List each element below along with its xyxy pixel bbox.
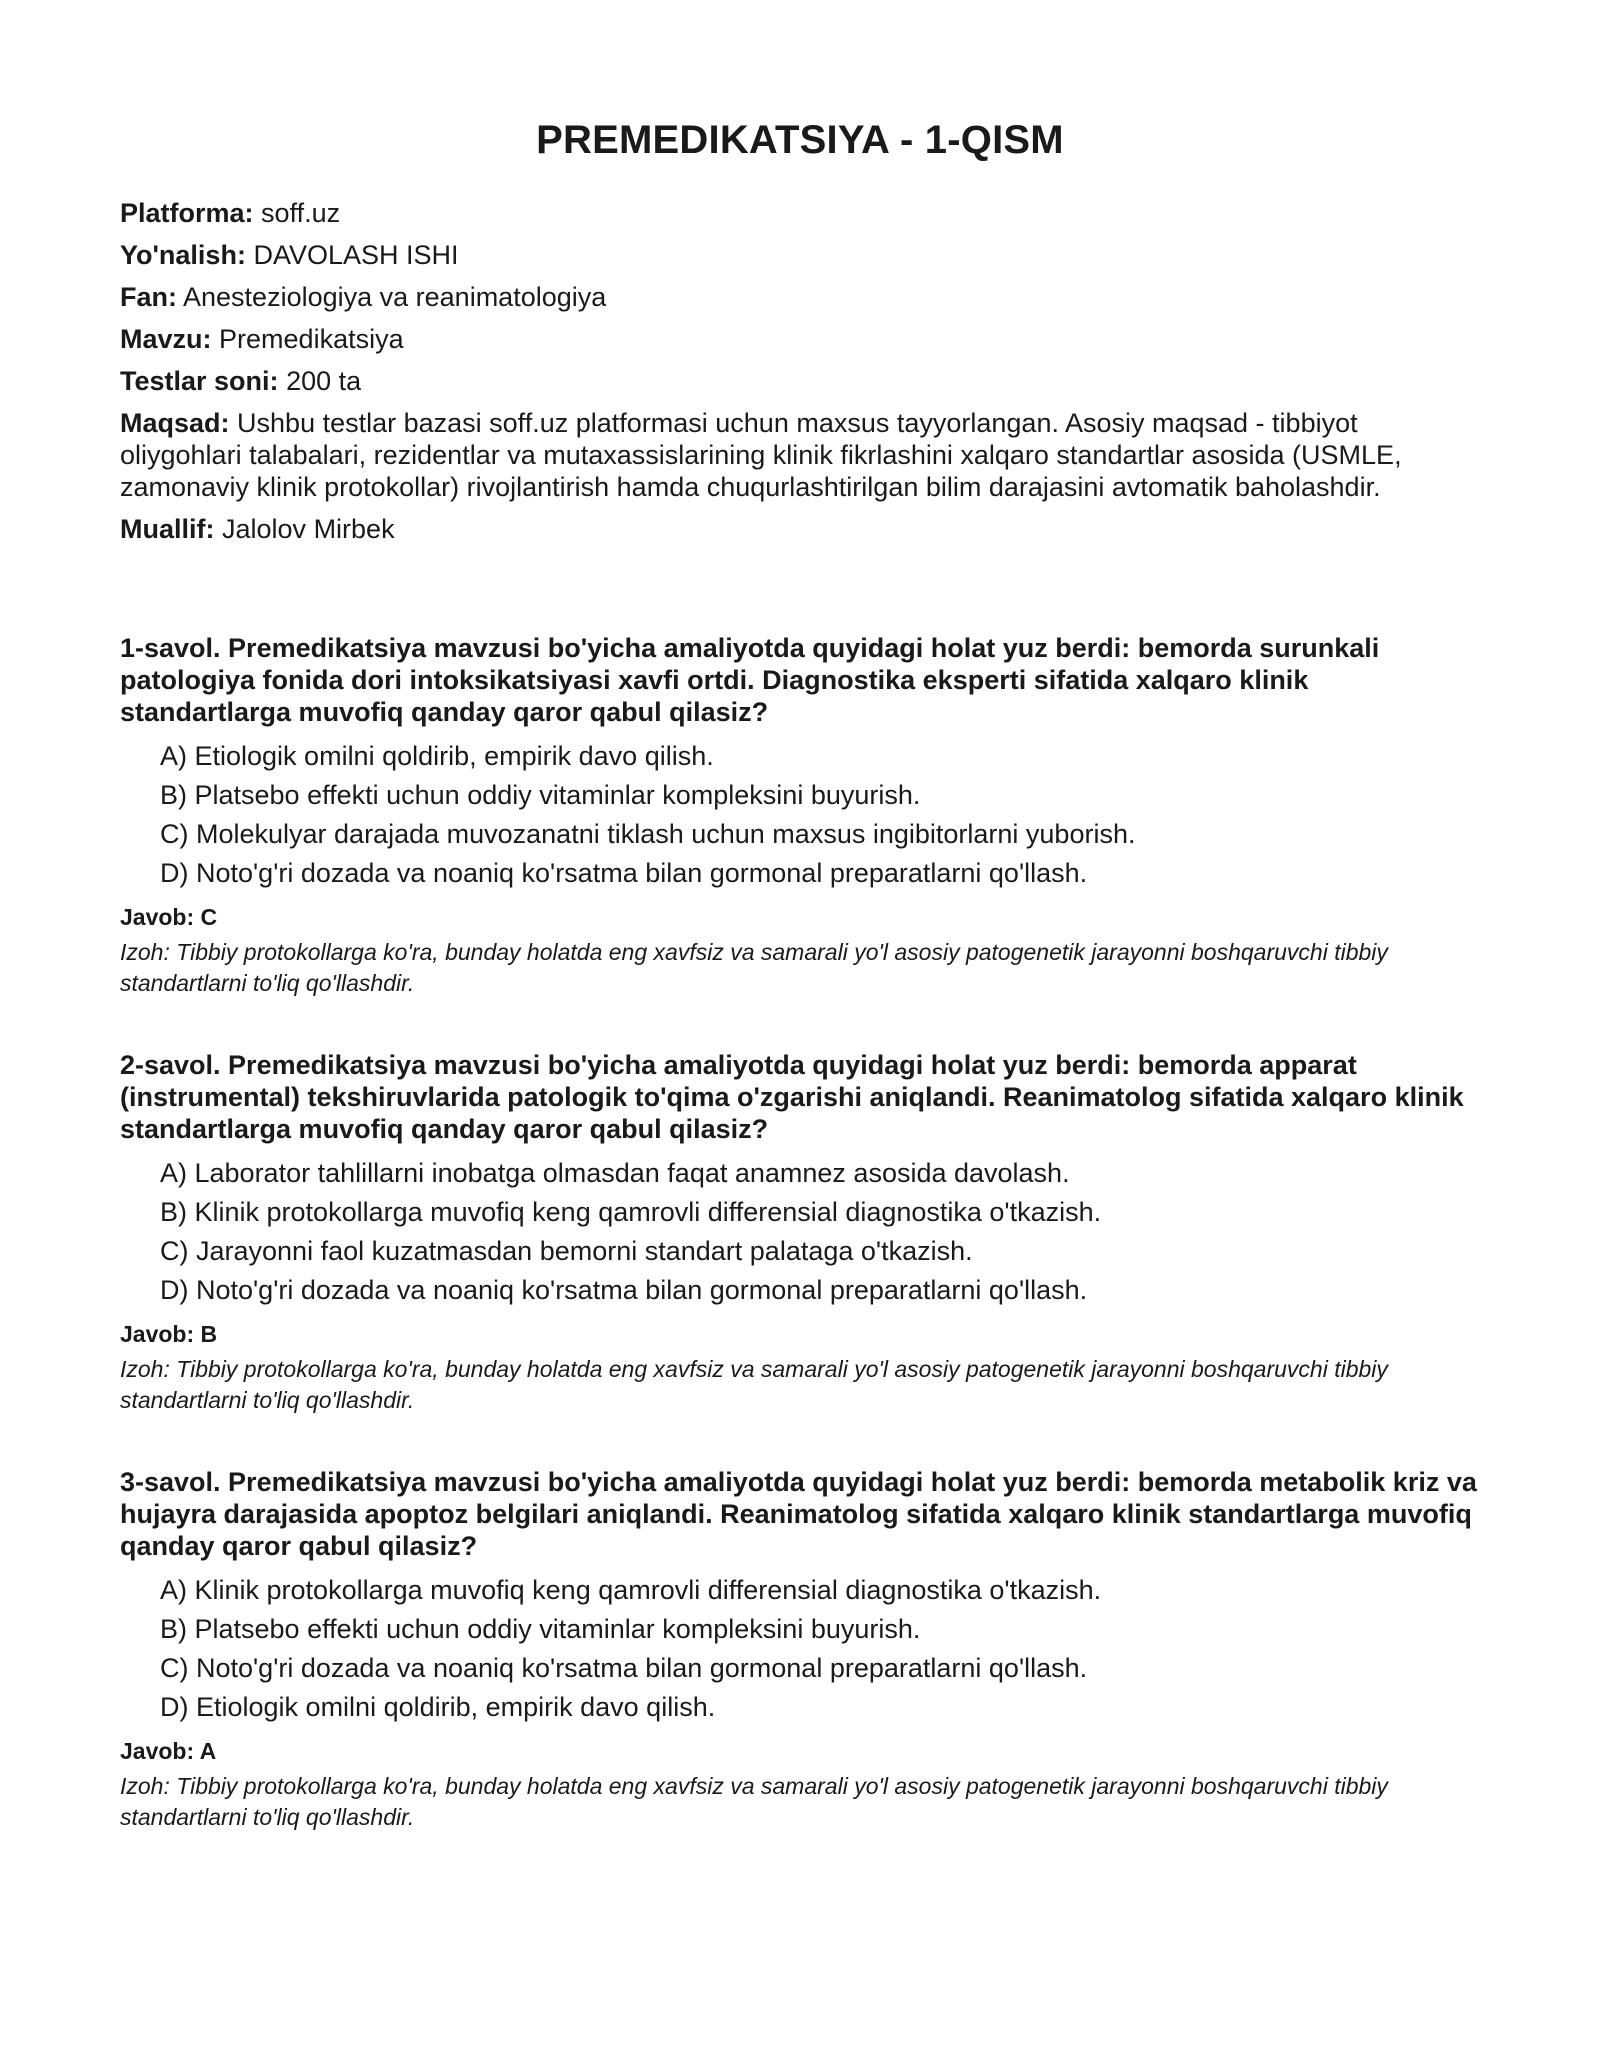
option-d: D) Noto'g'ri dozada va noaniq ko'rsatma bilan gormonal preparatlarni qo'llash. xyxy=(160,1275,1088,1305)
meta-value: Ushbu testlar bazasi soff.uz platformasi uchun maxsus tayyorlangan. Asosiy maqsad - tibbiyot oliygohlari talabalari, rezidentlar va mutaxassislarining klinik fikrlashini xalqaro standartlar asosida (USMLE, zamonaviy klinik protokollar) rivojlantirish hamda chuqurlashtirilgan bilim darajasini avtomatik baholashdir. xyxy=(120,408,1402,502)
meta-label: Testlar soni: xyxy=(120,366,279,396)
meta-subject xyxy=(120,281,1480,313)
meta-value: soff.uz xyxy=(261,198,341,228)
question-1 xyxy=(120,632,1480,999)
option-list xyxy=(120,1574,1480,1723)
option-list xyxy=(120,740,1480,889)
answer-key: Javob: A xyxy=(120,1738,217,1764)
meta-direction xyxy=(120,239,1480,271)
question-text: 3-savol. Premedikatsiya mavzusi bo'yicha amaliyotda quyidagi holat yuz berdi: bemorda metabolik kriz va hujayra darajasida apoptoz belgilari aniqlandi. Reanimatolog sifatida xalqaro klinik standartlarga muvofiq qanday qaror qabul qilasiz? xyxy=(120,1467,1477,1561)
meta-author xyxy=(120,513,1480,545)
option-d: D) Etiologik omilni qoldirib, empirik davo qilish. xyxy=(160,1692,716,1722)
option-a: A) Klinik protokollarga muvofiq keng qamrovli differensial diagnostika o'tkazish. xyxy=(160,1575,1102,1605)
meta-test-count xyxy=(120,365,1480,397)
question-2 xyxy=(120,1049,1480,1416)
meta-label: Muallif: xyxy=(120,514,215,544)
option-a: A) Etiologik omilni qoldirib, empirik davo qilish. xyxy=(160,741,714,771)
meta-topic xyxy=(120,323,1480,355)
meta-goal xyxy=(120,407,1480,503)
meta-value: Jalolov Mirbek xyxy=(222,514,395,544)
option-a: A) Laborator tahlillarni inobatga olmasdan faqat anamnez asosida davolash. xyxy=(160,1158,1070,1188)
question-text: 2-savol. Premedikatsiya mavzusi bo'yicha amaliyotda quyidagi holat yuz berdi: bemorda apparat (instrumental) tekshiruvlarida patologik to'qima o'zgarishi aniqlandi. Reanimatolog sifatida xalqaro klinik standartlarga muvofiq qanday qaror qabul qilasiz? xyxy=(120,1050,1464,1144)
answer-explanation: Izoh: Tibbiy protokollarga ko'ra, bunday holatda eng xavfsiz va samarali yo'l asosiy patogenetik jarayonni boshqaruvchi tibbiy standartlarni to'liq qo'llashdir. xyxy=(120,1773,1388,1830)
meta-value: Anesteziologiya va reanimatologiya xyxy=(183,282,607,312)
meta-value: DAVOLASH ISHI xyxy=(253,240,459,270)
meta-label: Platforma: xyxy=(120,198,254,228)
question-3 xyxy=(120,1466,1480,1833)
answer-explanation: Izoh: Tibbiy protokollarga ko'ra, bunday holatda eng xavfsiz va samarali yo'l asosiy patogenetik jarayonni boshqaruvchi tibbiy standartlarni to'liq qo'llashdir. xyxy=(120,939,1388,996)
meta-label: Fan: xyxy=(120,282,177,312)
option-c: C) Molekulyar darajada muvozanatni tiklash uchun maxsus ingibitorlarni yuborish. xyxy=(160,819,1136,849)
option-b: B) Klinik protokollarga muvofiq keng qamrovli differensial diagnostika o'tkazish. xyxy=(160,1197,1102,1227)
option-b: B) Platsebo effekti uchun oddiy vitaminlar kompleksini buyurish. xyxy=(160,780,921,810)
metadata-block xyxy=(120,197,1480,545)
meta-label: Maqsad: xyxy=(120,408,230,438)
meta-label: Mavzu: xyxy=(120,324,212,354)
option-list xyxy=(120,1157,1480,1306)
meta-value: 200 ta xyxy=(286,366,362,396)
answer-key: Javob: B xyxy=(120,1321,218,1347)
meta-platform xyxy=(120,197,1480,229)
meta-label: Yo'nalish: xyxy=(120,240,246,270)
document-title: PREMEDIKATSIYA - 1-QISM xyxy=(536,118,1064,162)
question-list xyxy=(120,632,1480,1833)
meta-value: Premedikatsiya xyxy=(219,324,404,354)
answer-explanation: Izoh: Tibbiy protokollarga ko'ra, bunday holatda eng xavfsiz va samarali yo'l asosiy patogenetik jarayonni boshqaruvchi tibbiy standartlarni to'liq qo'llashdir. xyxy=(120,1356,1388,1413)
question-text: 1-savol. Premedikatsiya mavzusi bo'yicha amaliyotda quyidagi holat yuz berdi: bemorda surunkali patologiya fonida dori intoksikatsiyasi xavfi ortdi. Diagnostika eksperti sifatida xalqaro klinik standartlarga muvofiq qanday qaror qabul qilasiz? xyxy=(120,633,1380,727)
option-c: C) Noto'g'ri dozada va noaniq ko'rsatma bilan gormonal preparatlarni qo'llash. xyxy=(160,1653,1088,1683)
option-c: C) Jarayonni faol kuzatmasdan bemorni standart palataga o'tkazish. xyxy=(160,1236,973,1266)
option-d: D) Noto'g'ri dozada va noaniq ko'rsatma bilan gormonal preparatlarni qo'llash. xyxy=(160,858,1088,888)
answer-key: Javob: C xyxy=(120,904,218,930)
option-b: B) Platsebo effekti uchun oddiy vitaminlar kompleksini buyurish. xyxy=(160,1614,921,1644)
